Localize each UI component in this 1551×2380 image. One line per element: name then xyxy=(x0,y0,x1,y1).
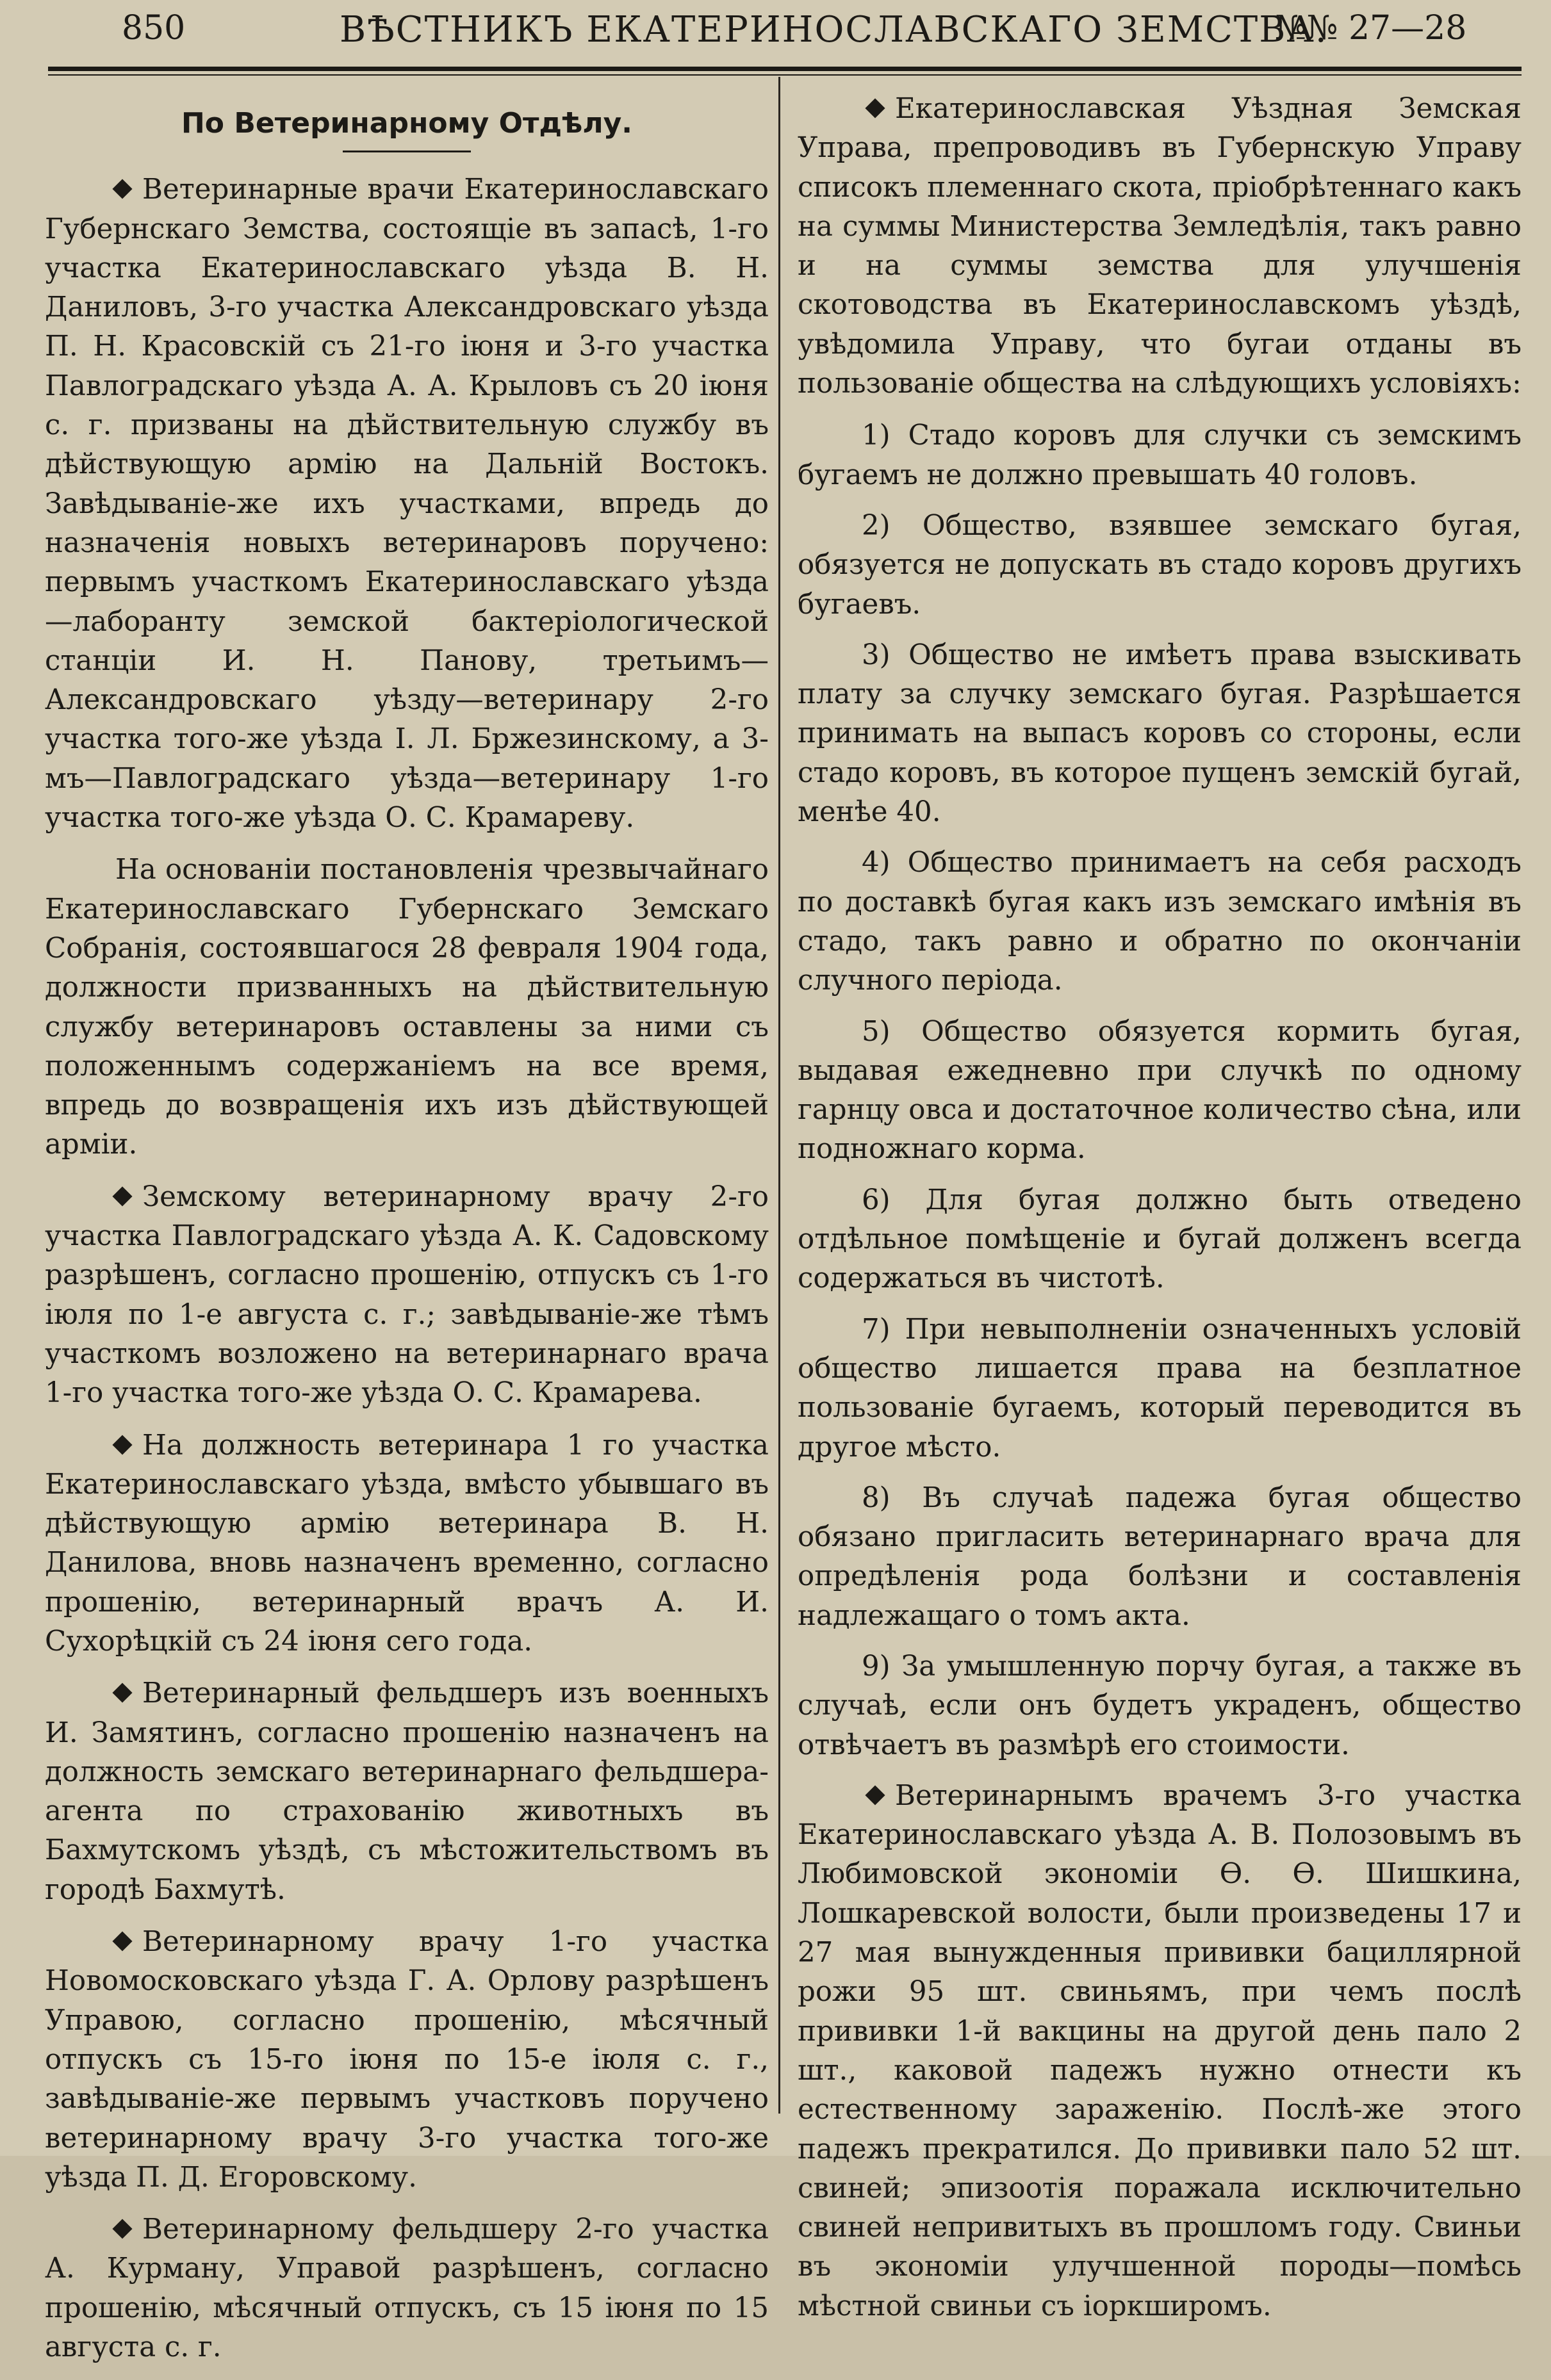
article-paragraph: Ветеринарному фельдшеру 2-го участка А. Курману, Управой разрѣшенъ, согласно прошенію, мѣсячный отпускъ, съ 15 іюня по 15 августа с. г. xyxy=(45,2213,769,2364)
left-column xyxy=(45,90,769,2380)
condition-item: 7) При невыполненіи означенныхъ условій общество лишается права на безплатное пользованіе бугаемъ, который переводится въ другое мѣсто. xyxy=(798,1313,1522,1463)
diamond-bullet-icon xyxy=(112,1435,132,1455)
section-title-rule xyxy=(343,151,471,152)
diamond-bullet-icon xyxy=(112,1683,132,1703)
condition-item: 3) Общество не имѣетъ права взыскивать плату за случку земскаго бугая. Разрѣшается принимать на выпасъ коровъ со стороны, если стадо коровъ, въ которое пущенъ земскій бугай, менѣе 40. xyxy=(798,639,1522,829)
article-paragraph: Ветеринарному врачу 1-го участка Новомосковскаго уѣзда Г. А. Орлову разрѣшенъ Управою, согласно прошенію, мѣсячный отпускъ съ 15-го іюня по 15-е іюля с. г., завѣдываніе-же первымъ участковъ поручено ветеринарному врачу 3-го участка того-же уѣзда П. Д. Егоровскому. xyxy=(45,1926,769,2194)
journal-title: ВѢСТНИКЪ ЕКАТЕРИНОСЛАВСКАГО ЗЕМСТВА. xyxy=(340,9,1328,51)
header-rule-thick xyxy=(48,67,1522,71)
page-header xyxy=(38,9,1512,60)
page-number: 850 xyxy=(122,9,186,47)
diamond-bullet-icon xyxy=(112,1932,132,1952)
condition-item: 2) Общество, взявшее земскаго бугая, обязуется не допускать въ стадо коровъ другихъ бугаевъ. xyxy=(798,509,1522,621)
condition-item: 9) За умышленную порчу бугая, а также въ случаѣ, если онъ будетъ украденъ, общество отвѣчаетъ въ размѣрѣ его стоимости. xyxy=(798,1650,1522,1761)
diamond-bullet-icon xyxy=(865,98,885,118)
condition-item: 1) Стадо коровъ для случки съ земскимъ бугаемъ не должно превышать 40 головъ. xyxy=(798,420,1522,491)
issue-number: №№ 27—28 xyxy=(1275,9,1467,47)
diamond-bullet-icon xyxy=(865,1785,885,1805)
condition-item: 4) Общество принимаетъ на себя расходъ по доставкѣ бугая какъ изъ земскаго имѣнія въ стадо, такъ равно и обратно по окончаніи случного періода. xyxy=(798,847,1522,997)
condition-item: 8) Въ случаѣ падежа бугая общество обязано пригласить ветеринарнаго врача для опредѣленія рода болѣзни и составленія надлежащаго о томъ акта. xyxy=(798,1481,1522,1632)
header-rule-thin xyxy=(48,74,1522,76)
article-paragraph: Екатеринославская Уѣздная Земская Управа, препроводивъ въ Губернскую Управу списокъ племеннаго скота, пріобрѣтеннаго какъ на суммы Министерства Земледѣлія, такъ равно и на суммы земства для улучшенія скотоводства въ Екатеринославскомъ уѣздѣ, увѣдомила Управу, что бугаи отданы въ пользованіе общества на слѣдующихъ условіяхъ: xyxy=(798,93,1522,400)
condition-item: 5) Общество обязуется кормить бугая, выдавая ежедневно при случкѣ по одному гарнцу овса и достаточное количество сѣна, или подножнаго корма. xyxy=(798,1015,1522,1166)
column-divider xyxy=(778,77,780,2114)
right-column xyxy=(798,90,1522,2339)
diamond-bullet-icon xyxy=(112,1186,132,1206)
article-paragraph: Ветеринарный фельдшеръ изъ военныхъ И. Замятинъ, согласно прошенію назначенъ на должность земскаго ветеринарнаго фельдшера-агента по страхованію животныхъ въ Бахмутскомъ уѣздѣ, съ мѣстожительствомъ въ городѣ Бахмутѣ. xyxy=(45,1677,769,1906)
section-title: По Ветеринарному Отдѣлу. xyxy=(181,107,633,140)
article-paragraph: На должность ветеринара 1 го участка Екатеринославскаго уѣзда, вмѣсто убывшаго въ дѣйствующую армію ветеринара В. Н. Данилова, вновь назначенъ временно, согласно прошенію, ветеринарный врачъ А. И. Сухорѣцкій съ 24 іюня сего года. xyxy=(45,1429,769,1658)
article-paragraph: Ветеринарные врачи Екатеринославскаго Губернскаго Земства, состоящіе въ запасѣ, 1-го участка Екатеринославскаго уѣзда В. Н. Даниловъ, 3-го участка Александровскаго уѣзда П. Н. Красовскій съ 21-го іюня и 3-го участка Павлоградскаго уѣзда А. А. Крыловъ съ 20 іюня с. г. призваны на дѣйствительную службу въ дѣйствующую армію на Дальній Востокъ. Завѣдываніе-же ихъ участками, впредь до назначенія новыхъ ветеринаровъ поручено: первымъ участкомъ Екатеринославскаго уѣзда—лаборанту земской бактеріологической станціи И. Н. Панову, третьимъ—Александровскаго уѣзду—ветеринару 2-го участка того-же уѣзда І. Л. Бржезинскому, а 3-мъ—Павлоградскаго уѣзда—ветеринару 1-го участка того-же уѣзда О. С. Крамареву. xyxy=(45,174,769,835)
article-paragraph: На основаніи постановленія чрезвычайнаго Екатеринославскаго Губернскаго Земскаго Собранія, состоявшагося 28 февраля 1904 года, должности призванныхъ на дѣйствительную службу ветеринаровъ оставлены за ними съ положеннымъ содержаніемъ на все время, впредь до возвращенія ихъ изъ дѣйствующей арміи. xyxy=(45,854,769,1161)
diamond-bullet-icon xyxy=(112,179,132,199)
condition-item: 6) Для бугая должно быть отведено отдѣльное помѣщеніе и бугай долженъ всегда содержаться въ чистотѣ. xyxy=(798,1184,1522,1295)
article-paragraph: Земскому ветеринарному врачу 2-го участка Павлоградскаго уѣзда А. К. Садовскому разрѣшенъ, согласно прошенію, отпускъ съ 1-го іюля по 1-е августа с. г.; завѣдываніе-же тѣмъ участкомъ возложено на ветеринарнаго врача 1-го участка того-же уѣзда О. С. Крамарева. xyxy=(45,1180,769,1410)
diamond-bullet-icon xyxy=(112,2219,132,2239)
article-paragraph: Ветеринарнымъ врачемъ 3-го участка Екатеринославскаго уѣзда А. В. Полозовымъ въ Любимовской экономіи Ѳ. Ѳ. Шишкина, Лошкаревской волости, были произведены 17 и 27 мая вынужденныя прививки бациллярной рожи 95 шт. свиньямъ, при чемъ послѣ прививки 1-й вакцины на другой день пало 2 шт., каковой падежъ нужно отнести къ естественному зараженію. Послѣ-же этого падежъ прекратился. До прививки пало 52 шт. свиней; эпизоотія поражала исключительно свиней непривитыхъ въ прошломъ году. Свиньи въ экономіи улучшенной породы—помѣсь мѣстной свиньи съ іоркширомъ. xyxy=(798,1779,1522,2322)
